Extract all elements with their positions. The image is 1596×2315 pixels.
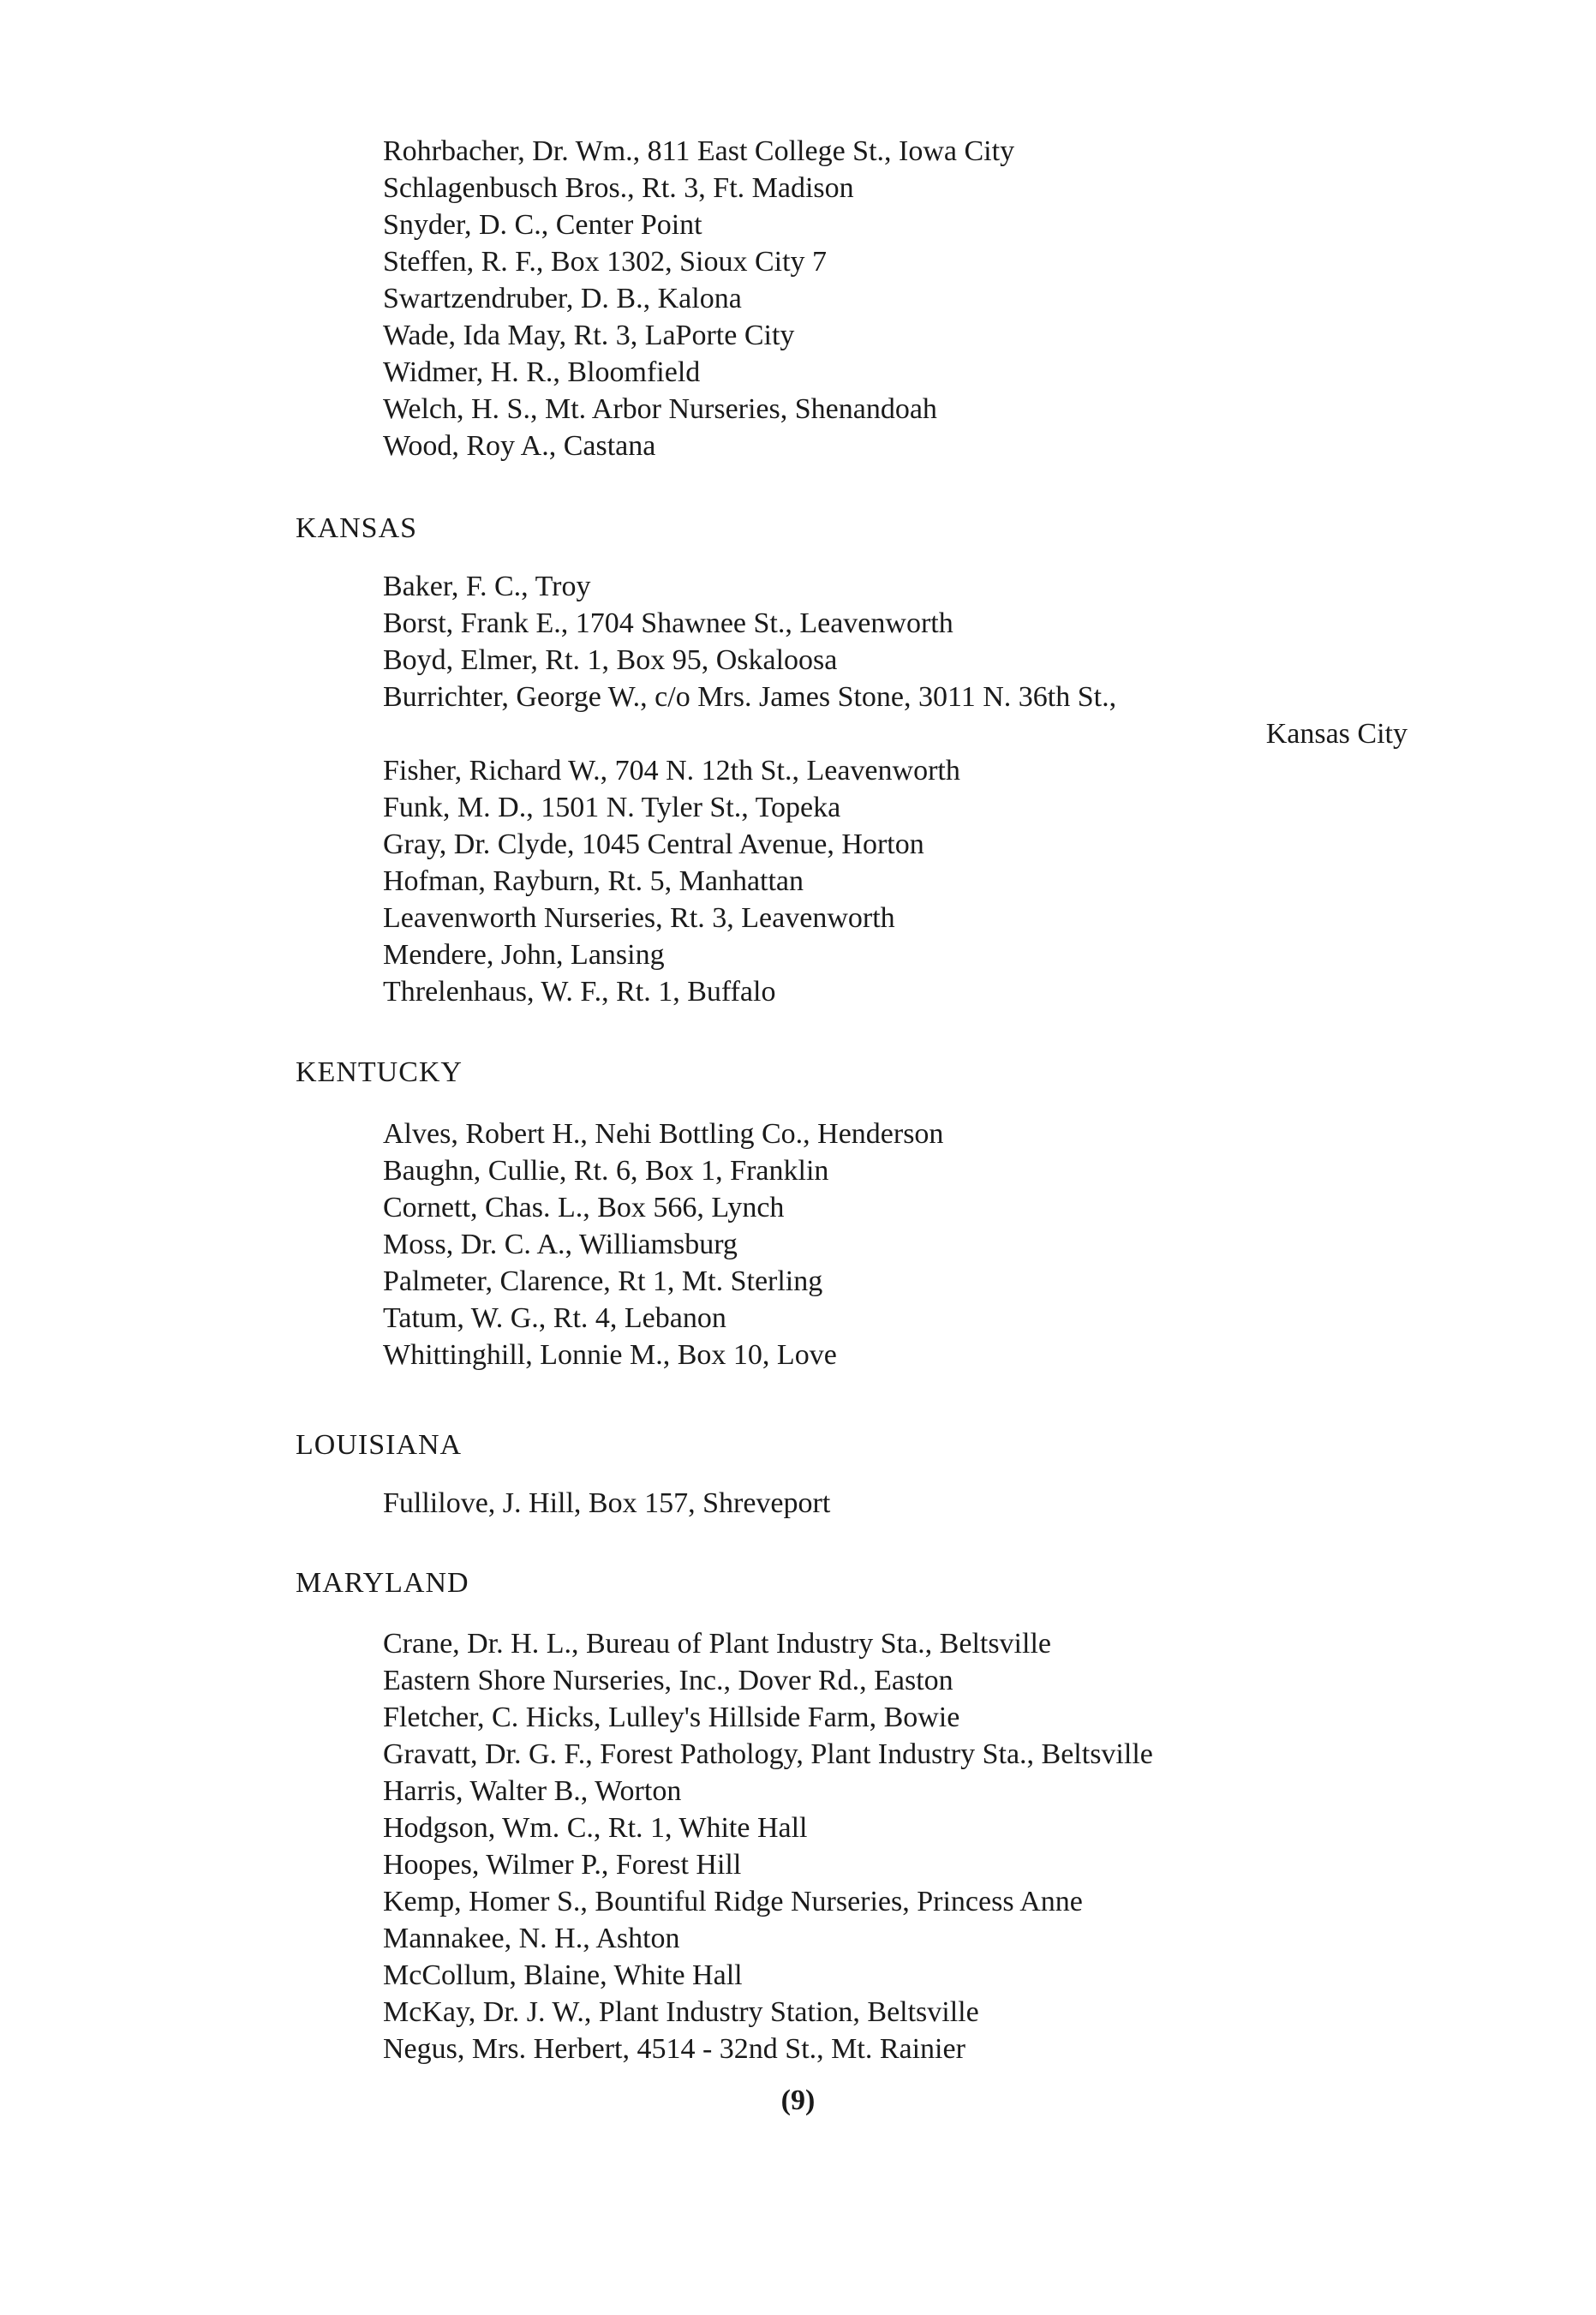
list-item: Harris, Walter B., Worton — [383, 1775, 682, 1807]
page-number: (9) — [780, 2085, 816, 2116]
list-item: Hofman, Rayburn, Rt. 5, Manhattan — [383, 865, 804, 897]
list-item: Mannakee, N. H., Ashton — [383, 1923, 680, 1954]
list-item: Baker, F. C., Troy — [383, 571, 591, 602]
list-item: Alves, Robert H., Nehi Bottling Co., Henderson — [383, 1118, 944, 1150]
list-item: Mendere, John, Lansing — [383, 939, 665, 971]
louisiana-entries — [383, 1485, 830, 1522]
list-item: Wood, Roy A., Castana — [383, 430, 656, 462]
list-item: Snyder, D. C., Center Point — [383, 209, 702, 241]
list-item: Gray, Dr. Clyde, 1045 Central Avenue, Horton — [383, 828, 924, 860]
list-item: Rohrbacher, Dr. Wm., 811 East College St., Iowa City — [383, 135, 1015, 167]
list-item: Widmer, H. R., Bloomfield — [383, 356, 701, 388]
list-item: Hoopes, Wilmer P., Forest Hill — [383, 1849, 742, 1881]
state-heading-louisiana: LOUISIANA — [296, 1429, 463, 1461]
list-item: Kemp, Homer S., Bountiful Ridge Nurseries, Princess Anne — [383, 1886, 1083, 1917]
list-item: Negus, Mrs. Herbert, 4514 - 32nd St., Mt. Rainier — [383, 2033, 965, 2065]
list-item: Wade, Ida May, Rt. 3, LaPorte City — [383, 320, 795, 351]
list-item: Swartzendruber, D. B., Kalona — [383, 283, 742, 314]
list-item: Moss, Dr. C. A., Williamsburg — [383, 1229, 738, 1260]
list-item: Hodgson, Wm. C., Rt. 1, White Hall — [383, 1812, 808, 1844]
state-heading-kentucky: KENTUCKY — [296, 1056, 463, 1088]
list-item: Burrichter, George W., c/o Mrs. James Stone, 3011 N. 36th St., — [383, 681, 1117, 713]
list-item: Boyd, Elmer, Rt. 1, Box 95, Oskaloosa — [383, 644, 838, 676]
list-item: Borst, Frank E., 1704 Shawnee St., Leavenworth — [383, 607, 953, 639]
kansas-entries — [383, 568, 1408, 1010]
list-item: Palmeter, Clarence, Rt 1, Mt. Sterling — [383, 1265, 823, 1297]
list-item: McCollum, Blaine, White Hall — [383, 1959, 743, 1991]
list-item: Funk, M. D., 1501 N. Tyler St., Topeka — [383, 792, 841, 823]
state-heading-kansas: KANSAS — [296, 512, 418, 544]
kentucky-entries — [383, 1116, 943, 1373]
list-item: Cornett, Chas. L., Box 566, Lynch — [383, 1192, 785, 1223]
list-item: Eastern Shore Nurseries, Inc., Dover Rd., Easton — [383, 1665, 953, 1696]
list-item: Gravatt, Dr. G. F., Forest Pathology, Plant Industry Sta., Beltsville — [383, 1738, 1153, 1770]
list-item: Baughn, Cullie, Rt. 6, Box 1, Franklin — [383, 1155, 829, 1187]
list-item: Steffen, R. F., Box 1302, Sioux City 7 — [383, 246, 828, 278]
list-item: Welch, H. S., Mt. Arbor Nurseries, Shenandoah — [383, 393, 937, 425]
list-item: Tatum, W. G., Rt. 4, Lebanon — [383, 1302, 726, 1334]
list-item: Leavenworth Nurseries, Rt. 3, Leavenworth — [383, 902, 895, 934]
list-item: Fullilove, J. Hill, Box 157, Shreveport — [383, 1487, 831, 1519]
state-heading-maryland: MARYLAND — [296, 1567, 469, 1599]
list-item: Schlagenbusch Bros., Rt. 3, Ft. Madison — [383, 172, 854, 204]
list-item: Fletcher, C. Hicks, Lulley's Hillside Farm, Bowie — [383, 1702, 960, 1733]
list-item-continuation: Kansas City — [1265, 718, 1408, 750]
list-item: Fisher, Richard W., 704 N. 12th St., Leavenworth — [383, 755, 960, 787]
list-item: Crane, Dr. H. L., Bureau of Plant Industry Sta., Beltsville — [383, 1628, 1051, 1660]
iowa-entries — [383, 133, 1014, 464]
list-item: McKay, Dr. J. W., Plant Industry Station, Beltsville — [383, 1996, 979, 2028]
maryland-entries — [383, 1625, 1153, 2067]
list-item: Threlenhaus, W. F., Rt. 1, Buffalo — [383, 976, 776, 1008]
list-item: Whittinghill, Lonnie M., Box 10, Love — [383, 1339, 837, 1371]
